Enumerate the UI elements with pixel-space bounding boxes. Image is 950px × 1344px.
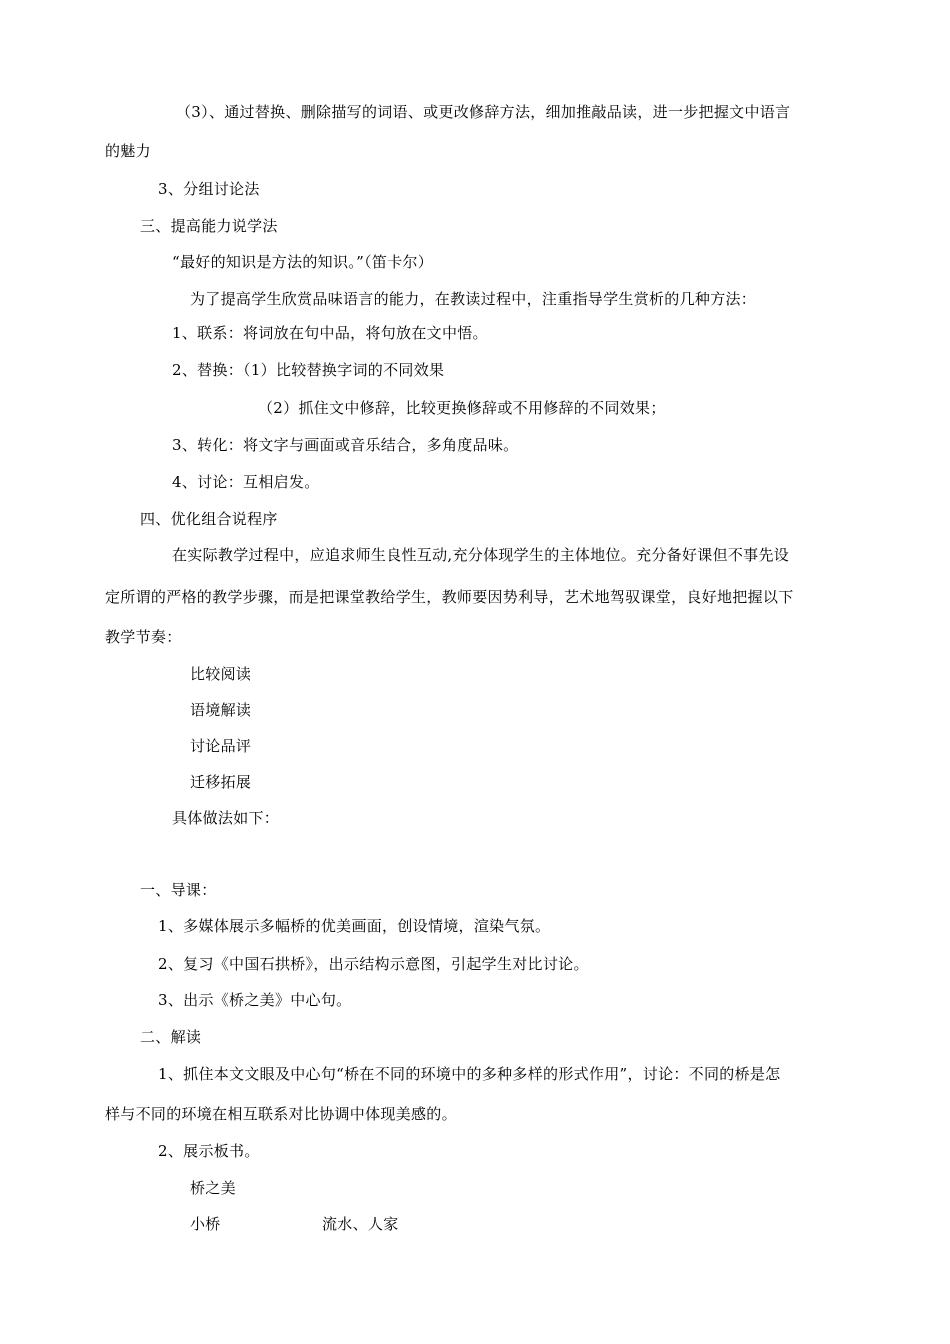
paragraph-line: 定所谓的严格的教学步骤，而是把课堂教给学生，教师要因势利导，艺术地驾驭课堂，良好地把握以下 (105, 588, 794, 606)
list-item: 1、联系：将词放在句中品，将句放在文中悟。 (172, 324, 488, 342)
list-item: 1、多媒体展示多幅桥的优美画面，创设情境，渲染气氛。 (158, 917, 551, 935)
list-item: 3、分组讨论法 (158, 180, 260, 198)
list-item: 3、转化：将文字与画面或音乐结合，多角度品味。 (172, 436, 519, 454)
paragraph-line: 在实际教学过程中，应追求师生良性互动,充分体现学生的主体地位。充分备好课但不事先设 (172, 546, 790, 564)
paragraph-line: 样与不同的环境在相互联系对比协调中体现美感的。 (105, 1105, 457, 1123)
list-item: 2、展示板书。 (158, 1142, 260, 1160)
board-title: 桥之美 (190, 1179, 236, 1197)
paragraph-line: 具体做法如下： (172, 809, 280, 827)
rhythm-item: 语境解读 (190, 701, 252, 719)
quote-line: “最好的知识是方法的知识。”（笛卡尔） (172, 253, 434, 271)
list-item: 2、复习《中国石拱桥》，出示结构示意图，引起学生对比讨论。 (158, 955, 589, 973)
list-item: 4、讨论：互相启发。 (172, 473, 320, 491)
list-item: 3、出示《桥之美》中心句。 (158, 991, 352, 1009)
paragraph-line: 的魅力 (105, 142, 151, 160)
section-heading: 一、导课： (140, 881, 217, 899)
board-item: 流水、人家 (322, 1215, 399, 1233)
rhythm-item: 比较阅读 (190, 665, 252, 683)
section-heading: 三、提高能力说学法 (140, 217, 278, 235)
paragraph-line: 教学节奏： (105, 628, 182, 646)
section-heading: 二、解读 (140, 1028, 202, 1046)
paragraph-line: （3）、通过替换、删除描写的词语、或更改修辞方法，细加推敲品读，进一步把握文中语言 (176, 103, 791, 121)
list-subitem: （2）抓住文中修辞，比较更换修辞或不用修辞的不同效果； (258, 399, 666, 417)
rhythm-item: 讨论品评 (190, 737, 252, 755)
list-item: 2、替换：（1）比较替换字词的不同效果 (172, 361, 445, 379)
rhythm-item: 迁移拓展 (190, 773, 252, 791)
paragraph-line: 1、抓住本文文眼及中心句“桥在不同的环境中的多种多样的形式作用”，讨论：不同的桥是怎 (158, 1065, 781, 1083)
section-heading: 四、优化组合说程序 (140, 510, 278, 528)
board-item: 小桥 (190, 1215, 221, 1233)
paragraph-line: 为了提高学生欣赏品味语言的能力，在教读过程中，注重指导学生赏析的几种方法： (190, 290, 757, 308)
